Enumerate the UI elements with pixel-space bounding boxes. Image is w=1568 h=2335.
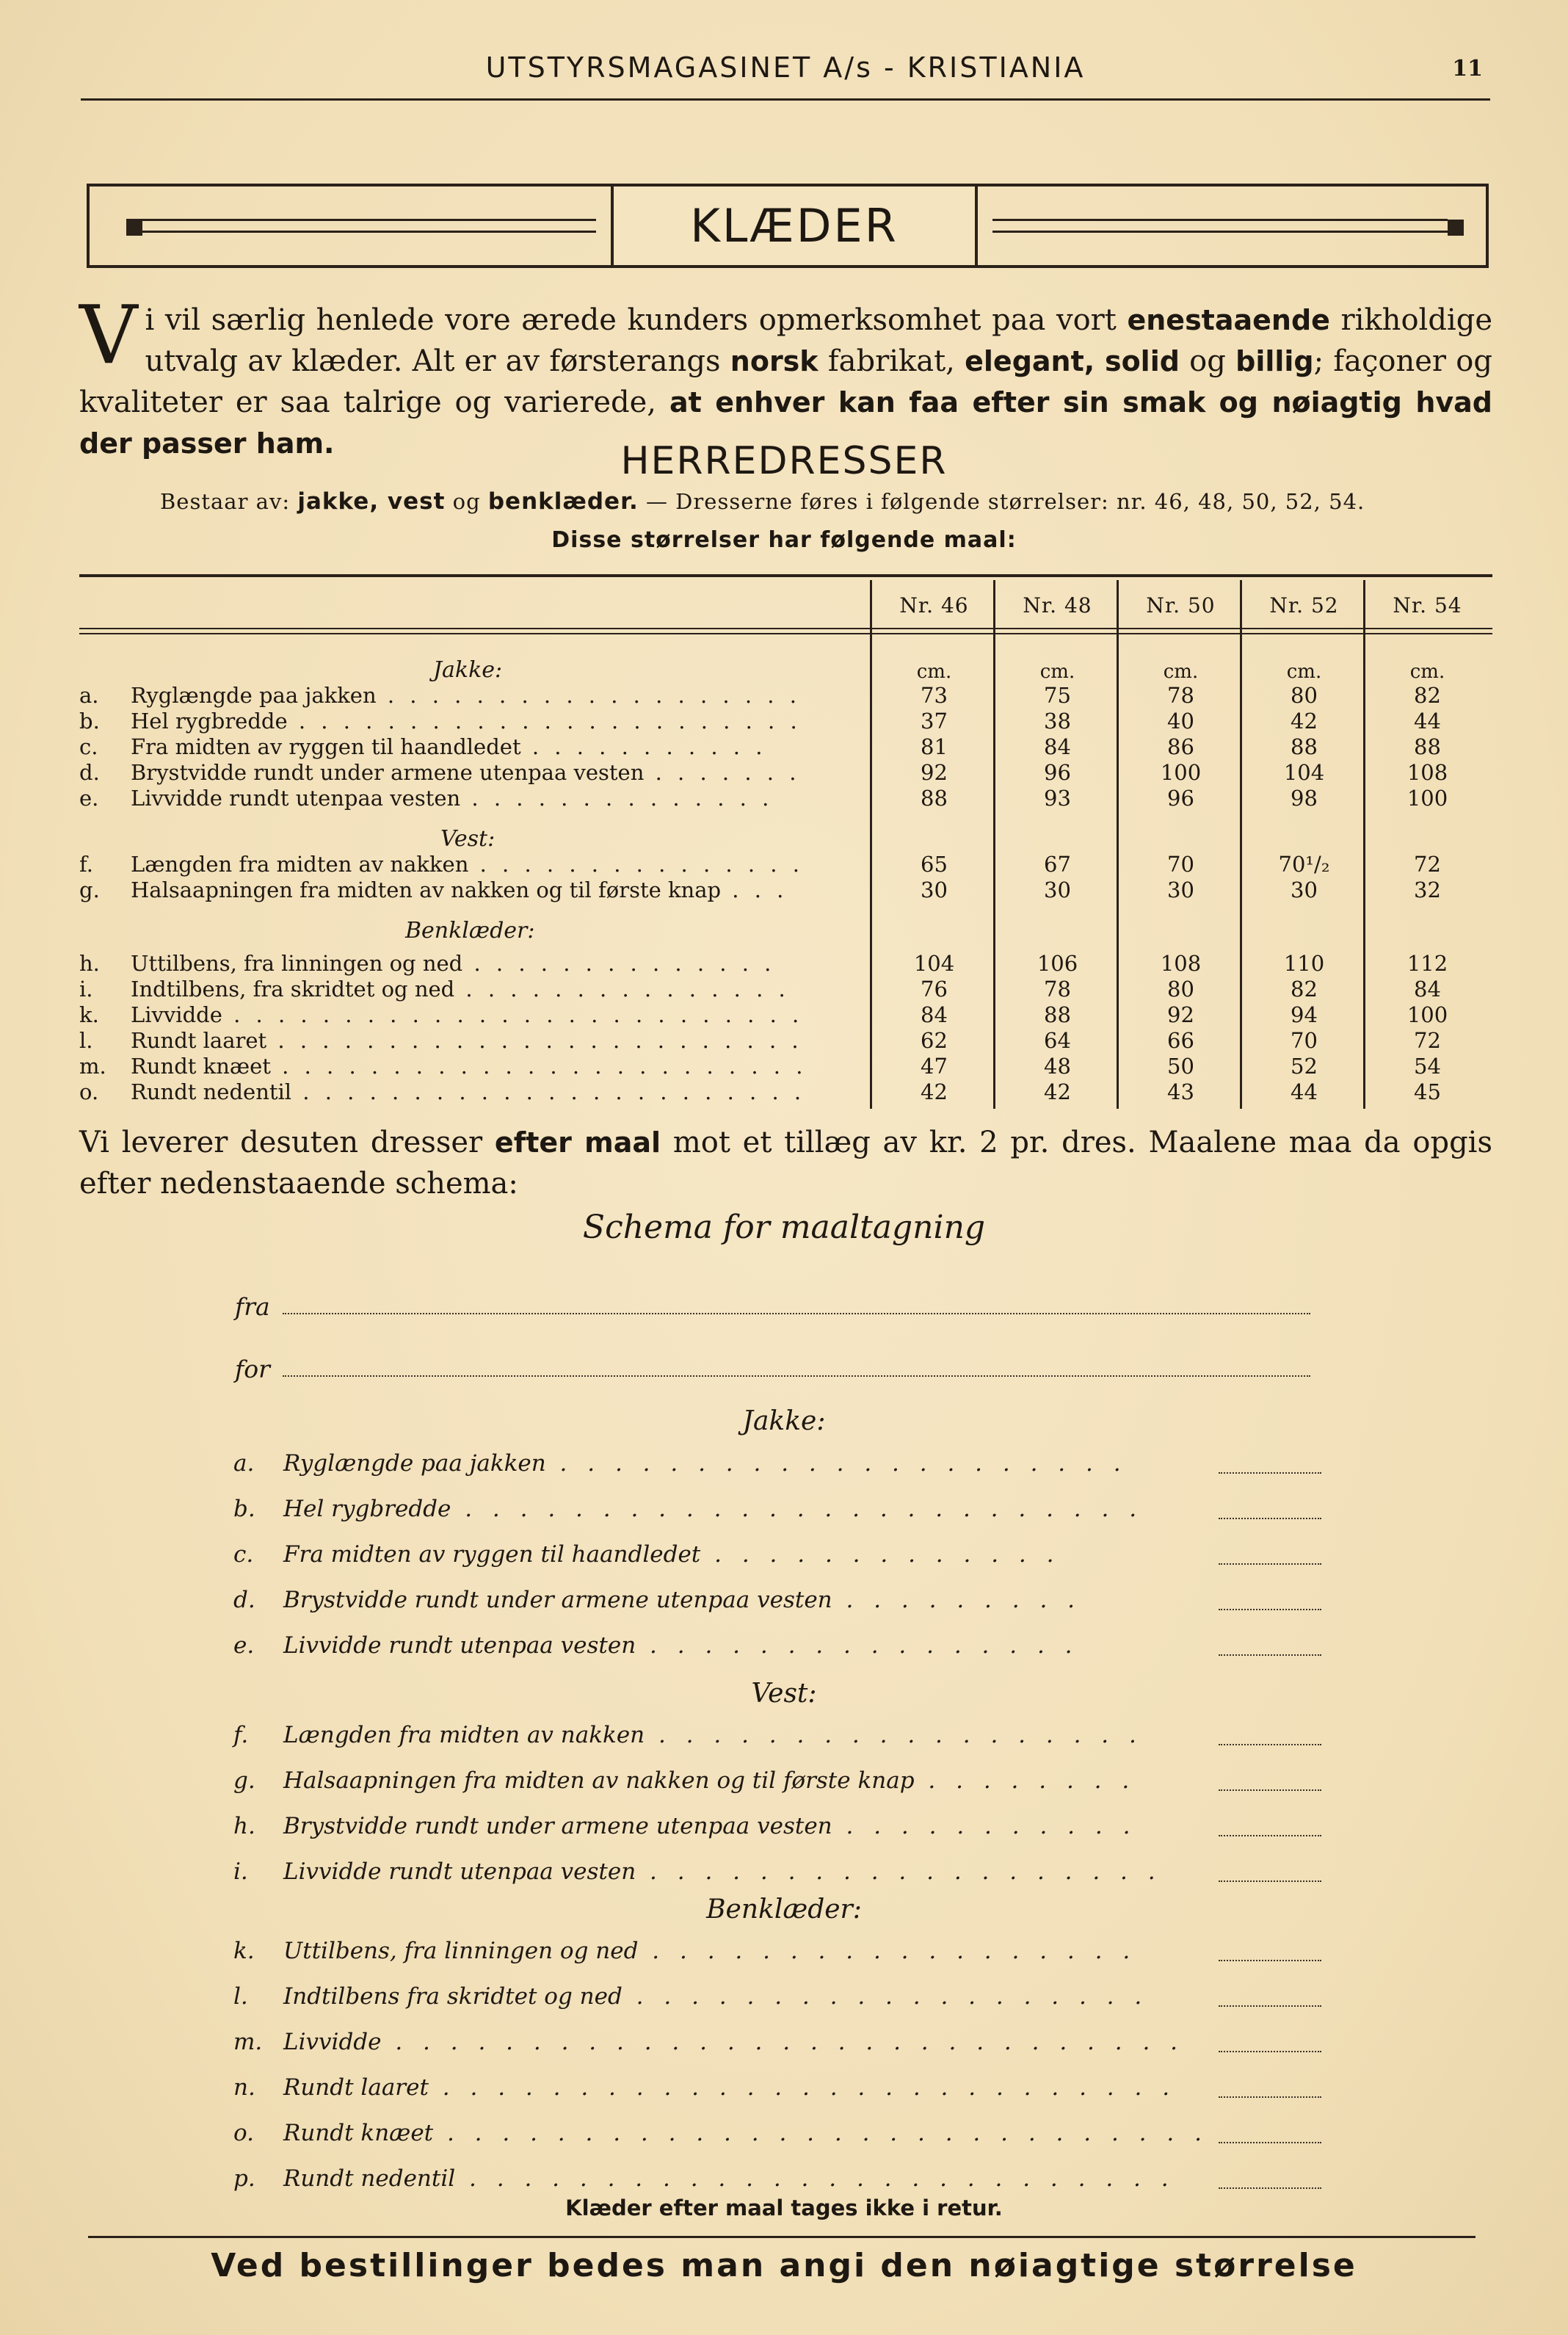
form-row-label xyxy=(233,2120,1208,2146)
measurement-entry-field[interactable] xyxy=(1219,1563,1321,1565)
consists-emphasis: jakke, vest xyxy=(297,488,446,515)
measurement-entry-field[interactable] xyxy=(1219,1472,1321,1474)
row-letter: m. xyxy=(79,1054,106,1079)
table-row-label xyxy=(79,951,775,976)
form-row-letter: m. xyxy=(233,2029,263,2055)
table-cell: 73 xyxy=(921,683,948,708)
table-cell: 76 xyxy=(921,977,948,1002)
table-cell: 96 xyxy=(1044,760,1071,785)
table-cell: 62 xyxy=(921,1028,948,1053)
form-row-letter: f. xyxy=(233,1722,249,1748)
form-subhead-benklaeder: Benklæder: xyxy=(706,1894,862,1925)
measurement-entry-field[interactable] xyxy=(1219,2051,1321,2052)
row-text: Halsaapningen fra midten av nakken og til første knap xyxy=(131,877,722,902)
unit-label: cm. xyxy=(1039,661,1075,683)
table-cell: 88 xyxy=(921,786,948,811)
for-field[interactable] xyxy=(283,1375,1310,1377)
table-cell: 70 xyxy=(1167,852,1194,877)
form-row-letter: k. xyxy=(233,1938,255,1964)
table-cell: 88 xyxy=(1291,734,1318,759)
form-subhead-jakke: Jakke: xyxy=(742,1406,826,1436)
table-row-label xyxy=(79,709,802,734)
section-banner xyxy=(87,184,1489,268)
table-header-rule xyxy=(79,628,1492,629)
form-row-text: Længden fra midten av nakken xyxy=(283,1722,645,1748)
form-row-label xyxy=(233,1858,1162,1885)
row-text: Rundt nedentil xyxy=(131,1079,292,1104)
row-leader-dots: . . . . . . . . . . . . . . . . . . . . . . . . xyxy=(270,1054,807,1079)
banner-rule-right-lower xyxy=(992,231,1448,233)
form-row-label xyxy=(233,2165,1175,2192)
row-letter: f. xyxy=(79,852,93,877)
banner-rule-left-lower xyxy=(126,231,596,233)
row-leader-dots: . . . . . . . . . . . xyxy=(520,734,767,759)
column-divider xyxy=(870,580,872,1109)
row-leader-dots: . . . . . . . xyxy=(644,760,801,785)
table-cell: 70 xyxy=(1291,1028,1318,1053)
unit-label: cm. xyxy=(1409,661,1445,683)
form-row-label xyxy=(233,1767,1136,1794)
consists-emphasis: benklæder. xyxy=(487,488,639,515)
form-row-letter: b. xyxy=(233,1496,255,1522)
table-cell: 112 xyxy=(1407,951,1448,976)
banner-square-right xyxy=(1448,220,1464,236)
table-cell: 65 xyxy=(921,852,948,877)
table-cell: 42 xyxy=(1044,1079,1071,1104)
table-row-label xyxy=(79,760,800,785)
form-row-label xyxy=(233,1541,1060,1568)
table-cell: 32 xyxy=(1414,877,1441,902)
intro-emphasis: norsk xyxy=(730,345,819,377)
form-row-text: Livvidde rundt utenpaa vesten xyxy=(283,1632,636,1659)
table-cell: 45 xyxy=(1414,1079,1441,1104)
form-row-letter: d. xyxy=(233,1587,255,1613)
row-text: Livvidde rundt utenpaa vesten xyxy=(131,786,461,811)
form-row-text: Rundt knæet xyxy=(283,2120,434,2146)
table-cell: 43 xyxy=(1167,1079,1194,1104)
table-cell: 104 xyxy=(1283,760,1325,785)
table-cell: 30 xyxy=(1167,877,1194,902)
row-text: Fra midten av ryggen til haandledet xyxy=(131,734,521,759)
form-row-letter: a. xyxy=(233,1450,255,1477)
form-row-leader-dots: . . . . . . . . . xyxy=(832,1587,1082,1613)
table-cell: 75 xyxy=(1044,683,1071,708)
row-letter: o. xyxy=(79,1079,99,1104)
measurement-entry-field[interactable] xyxy=(1219,1609,1321,1610)
form-row-letter: i. xyxy=(233,1858,248,1885)
table-cell: 44 xyxy=(1414,709,1441,734)
form-subhead-vest: Vest: xyxy=(751,1679,817,1709)
form-row-leader-dots: . . . . . . . . . . . . . xyxy=(700,1541,1061,1568)
table-cell: 66 xyxy=(1167,1028,1194,1053)
form-row-label xyxy=(233,1938,1136,1964)
form-row-label xyxy=(233,1496,1143,1522)
intro-emphasis: elegant, solid xyxy=(965,345,1180,377)
table-cell: 82 xyxy=(1291,977,1318,1002)
table-cell: 100 xyxy=(1407,786,1448,811)
table-cell: 110 xyxy=(1283,951,1325,976)
measurement-entry-field[interactable] xyxy=(1219,2142,1321,2143)
table-header-rule xyxy=(79,633,1492,634)
form-row-leader-dots: . . . . . . . . . . . . . . . . . . . . . . . . . . xyxy=(455,2165,1175,2192)
row-text: Livvidde xyxy=(131,1002,222,1027)
table-row-label xyxy=(79,1054,807,1079)
footer-rule xyxy=(88,2236,1476,2238)
row-leader-dots: . . . xyxy=(721,877,788,902)
measurement-entry-field[interactable] xyxy=(1219,1744,1321,1745)
row-letter: b. xyxy=(79,709,100,734)
measurement-entry-field[interactable] xyxy=(1219,1654,1321,1656)
header-rule xyxy=(81,98,1490,101)
table-cell: 84 xyxy=(921,1002,948,1027)
deliver-text: mot et tillæg av kr. 2 pr. dres. Maalene maa da opgis efter nedenstaaende schema: xyxy=(79,1126,1492,1201)
table-row-label xyxy=(79,734,766,759)
intro-text: og xyxy=(1179,344,1236,378)
form-row-text: Brystvidde rundt under armene utenpaa vesten xyxy=(283,1587,832,1613)
table-cell: 48 xyxy=(1044,1054,1071,1079)
form-row-leader-dots: . . . . . . . . . . . . . . . . . . . . . . . . . . . . xyxy=(433,2120,1208,2146)
table-cell: 81 xyxy=(921,734,948,759)
measurement-entry-field[interactable] xyxy=(1219,1960,1321,1961)
table-cell: 42 xyxy=(921,1079,948,1104)
form-row-letter: l. xyxy=(233,1983,248,2010)
fra-field[interactable] xyxy=(283,1313,1310,1314)
table-row-label xyxy=(79,683,801,708)
table-cell: 78 xyxy=(1044,977,1071,1002)
form-row-leader-dots: . . . . . . . . . . . . . . . . . . . xyxy=(622,1983,1149,2010)
form-row-leader-dots: . . . . . . . . . . . . . . . . . . . . . . . . . xyxy=(451,1496,1144,1522)
table-cell: 38 xyxy=(1044,709,1071,734)
row-letter: i. xyxy=(79,977,93,1002)
form-row-text: Halsaapningen fra midten av nakken og til første knap xyxy=(283,1767,915,1794)
banner-square-left xyxy=(126,220,142,236)
measurement-entry-field[interactable] xyxy=(1219,2187,1321,2189)
form-row-letter: h. xyxy=(233,1813,255,1839)
subhead-vest: Vest: xyxy=(440,826,496,852)
table-cell: 30 xyxy=(921,877,948,902)
form-row-leader-dots: . . . . . . . . . . . . . . . . . . . . . xyxy=(545,1450,1128,1477)
table-cell: 78 xyxy=(1167,683,1194,708)
measurement-entry-field[interactable] xyxy=(1219,1789,1321,1791)
intro-text: rikholdige utvalg av klæder. Alt er av førsterangs xyxy=(145,303,1492,378)
form-row-label xyxy=(233,1587,1081,1613)
table-cell: 72 xyxy=(1414,1028,1441,1053)
table-cell: 80 xyxy=(1167,977,1194,1002)
unit-label: cm. xyxy=(1163,661,1199,683)
for-label: for xyxy=(235,1355,270,1383)
form-row-text: Ryglængde paa jakken xyxy=(283,1450,546,1477)
table-cell: 52 xyxy=(1291,1054,1318,1079)
table-cell: 40 xyxy=(1167,709,1194,734)
running-title: UTSTYRSMAGASINET A/s - KRISTIANIA xyxy=(485,51,1086,84)
row-text: Rundt knæet xyxy=(131,1054,271,1079)
form-row-letter: c. xyxy=(233,1541,254,1568)
consists-text: — Dresserne føres i følgende størrelser: nr. 46, 48, 50, 52, 54. xyxy=(638,489,1365,514)
unit-label: cm. xyxy=(916,661,952,683)
form-row-letter: g. xyxy=(233,1767,255,1794)
subhead-benklaeder: Benklæder: xyxy=(405,918,535,944)
sizes-heading: Disse størrelser har følgende maal: xyxy=(551,527,1017,553)
row-letter: k. xyxy=(79,1002,99,1027)
consists-of-line xyxy=(160,488,1365,515)
row-leader-dots: . . . . . . . . . . . . . . xyxy=(460,786,774,811)
table-cell: 54 xyxy=(1414,1054,1441,1079)
form-row-leader-dots: . . . . . . . . . . . xyxy=(832,1813,1137,1839)
table-cell: 64 xyxy=(1044,1028,1071,1053)
row-leader-dots: . . . . . . . . . . . . . . . xyxy=(468,852,804,877)
form-row-leader-dots: . . . . . . . . . . . . . . . . . . xyxy=(645,1722,1143,1748)
deliver-text: Vi leverer desuten dresser xyxy=(79,1126,495,1159)
form-row-leader-dots: . . . . . . . . xyxy=(914,1767,1136,1794)
table-cell: 67 xyxy=(1044,852,1071,877)
table-cell: 84 xyxy=(1044,734,1071,759)
form-row-label xyxy=(233,1813,1136,1839)
column-header: Nr. 48 xyxy=(1023,593,1092,618)
table-cell: 86 xyxy=(1167,734,1194,759)
column-header: Nr. 46 xyxy=(899,593,969,618)
form-row-leader-dots: . . . . . . . . . . . . . . . . . . . . . . . . . . . xyxy=(428,2074,1177,2101)
table-cell: 104 xyxy=(913,951,955,976)
row-letter: h. xyxy=(79,951,100,976)
table-cell: 80 xyxy=(1291,683,1318,708)
deliver-emphasis: efter maal xyxy=(494,1126,661,1159)
row-text: Brystvidde rundt under armene utenpaa vesten xyxy=(131,760,645,785)
table-row-label xyxy=(79,977,790,1002)
table-row-label xyxy=(79,1079,805,1104)
row-leader-dots: . . . . . . . . . . . . . . . . . . . . . . . xyxy=(287,709,802,734)
table-cell: 100 xyxy=(1160,760,1202,785)
made-to-measure-paragraph xyxy=(79,1122,1492,1204)
table-cell: 37 xyxy=(921,709,948,734)
table-cell: 82 xyxy=(1414,683,1441,708)
form-row-leader-dots: . . . . . . . . . . . . . . . . . . xyxy=(638,1938,1137,1964)
table-cell: 84 xyxy=(1414,977,1441,1002)
form-row-text: Livvidde rundt utenpaa vesten xyxy=(283,1858,636,1885)
row-leader-dots: . . . . . . . . . . . . . . . . . . . . . . . xyxy=(291,1079,806,1104)
row-letter: g. xyxy=(79,877,100,902)
table-cell: 50 xyxy=(1167,1054,1194,1079)
schema-title: Schema for maaltagning xyxy=(582,1209,986,1246)
footer-notice: Ved bestillinger bedes man angi den nøiagtige størrelse xyxy=(211,2247,1357,2284)
table-top-rule xyxy=(79,574,1492,577)
measurement-entry-field[interactable] xyxy=(1219,2005,1321,2007)
subhead-jakke: Jakke: xyxy=(433,657,503,683)
form-row-label xyxy=(233,2029,1184,2055)
table-cell: 72 xyxy=(1414,852,1441,877)
table-cell: 108 xyxy=(1160,951,1202,976)
banner-rule-left-upper xyxy=(126,219,596,221)
form-row-text: Indtilbens fra skridtet og ned xyxy=(283,1983,623,2010)
form-row-label xyxy=(233,1450,1128,1477)
row-letter: c. xyxy=(79,734,98,759)
form-row-label xyxy=(233,1722,1143,1748)
intro-text: ; façoner og kvaliteter er saa talrige og varierede, xyxy=(79,344,1492,419)
table-cell: 70¹/₂ xyxy=(1278,852,1330,877)
column-header: Nr. 52 xyxy=(1269,593,1339,618)
row-letter: a. xyxy=(79,683,99,708)
row-letter: d. xyxy=(79,760,100,785)
table-cell: 30 xyxy=(1291,877,1318,902)
table-cell: 108 xyxy=(1407,760,1448,785)
measurement-entry-field[interactable] xyxy=(1219,2096,1321,2098)
form-row-text: Livvidde xyxy=(283,2029,382,2055)
intro-text: i vil særlig henlede vore ærede kunders opmerksomhet paa vort xyxy=(145,303,1128,337)
table-cell: 44 xyxy=(1291,1079,1318,1104)
form-row-text: Rundt nedentil xyxy=(283,2165,456,2192)
table-cell: 30 xyxy=(1044,877,1071,902)
table-cell: 92 xyxy=(1167,1002,1194,1027)
intro-emphasis: at enhver kan faa efter sin smak og nøiagtig hvad der passer ham. xyxy=(79,386,1492,460)
table-cell: 94 xyxy=(1291,1002,1318,1027)
row-text: Ryglængde paa jakken xyxy=(131,683,377,708)
column-header: Nr. 50 xyxy=(1146,593,1216,618)
fra-label: fra xyxy=(235,1292,270,1321)
table-cell: 47 xyxy=(921,1054,948,1079)
page-number: 11 xyxy=(1452,56,1483,82)
table-row-label xyxy=(79,786,773,811)
form-row-letter: e. xyxy=(233,1632,255,1659)
row-text: Indtilbens, fra skridtet og ned xyxy=(131,977,455,1002)
table-cell: 106 xyxy=(1037,951,1078,976)
form-row-letter: p. xyxy=(233,2165,255,2192)
unit-label: cm. xyxy=(1286,661,1322,683)
form-row-label xyxy=(233,2074,1176,2101)
table-row-label xyxy=(79,877,788,902)
form-row-letter: o. xyxy=(233,2120,254,2146)
table-cell: 42 xyxy=(1291,709,1318,734)
row-letter: e. xyxy=(79,786,99,811)
column-header: Nr. 54 xyxy=(1393,593,1462,618)
form-row-text: Rundt laaret xyxy=(283,2074,429,2101)
row-text: Uttilbens, fra linningen og ned xyxy=(131,951,463,976)
measurement-entry-field[interactable] xyxy=(1219,1518,1321,1519)
table-row-label xyxy=(79,852,804,877)
consists-text: Bestaar av: xyxy=(160,489,298,514)
intro-emphasis: billig xyxy=(1235,345,1314,377)
row-leader-dots: . . . . . . . . . . . . . . . . . . . . . . . . xyxy=(266,1028,803,1053)
no-return-note: Klæder efter maal tages ikke i retur. xyxy=(565,2195,1003,2220)
intro-emphasis: enestaaende xyxy=(1127,304,1330,336)
table-cell: 96 xyxy=(1167,786,1194,811)
banner-title: KLÆDER xyxy=(611,184,978,268)
measurement-entry-field[interactable] xyxy=(1219,1835,1321,1836)
section-title: HERREDRESSER xyxy=(620,439,948,483)
row-text: Hel rygbredde xyxy=(131,709,288,734)
form-row-leader-dots: . . . . . . . . . . . . . . . . . . . xyxy=(636,1858,1162,1885)
intro-text: fabrikat, xyxy=(818,344,965,378)
form-row-leader-dots: . . . . . . . . . . . . . . . . . . . . . . . . . . . . . xyxy=(381,2029,1185,2055)
table-row-label xyxy=(79,1002,803,1027)
form-row-label xyxy=(233,1632,1079,1659)
row-leader-dots: . . . . . . . . . . . . . . . xyxy=(454,977,790,1002)
row-leader-dots: . . . . . . . . . . . . . . . . . . . xyxy=(376,683,801,708)
banner-rule-right-upper xyxy=(992,219,1448,221)
row-text: Rundt laaret xyxy=(131,1028,267,1053)
running-head xyxy=(81,51,1490,95)
table-cell: 93 xyxy=(1044,786,1071,811)
row-text: Længden fra midten av nakken xyxy=(131,852,469,877)
table-cell: 88 xyxy=(1044,1002,1071,1027)
row-leader-dots: . . . . . . . . . . . . . . xyxy=(462,951,776,976)
form-row-text: Brystvidde rundt under armene utenpaa vesten xyxy=(283,1813,832,1839)
consists-text: og xyxy=(445,489,488,514)
table-cell: 100 xyxy=(1407,1002,1448,1027)
table-cell: 98 xyxy=(1291,786,1318,811)
table-cell: 92 xyxy=(921,760,948,785)
form-row-label xyxy=(233,1983,1148,2010)
drop-cap: V xyxy=(79,288,138,382)
table-row-label xyxy=(79,1028,803,1053)
form-row-leader-dots: . . . . . . . . . . . . . . . . xyxy=(636,1632,1079,1659)
form-row-letter: n. xyxy=(233,2074,255,2101)
form-row-text: Uttilbens, fra linningen og ned xyxy=(283,1938,639,1964)
row-leader-dots: . . . . . . . . . . . . . . . . . . . . . . . . . . xyxy=(222,1002,804,1027)
form-row-text: Hel rygbredde xyxy=(283,1496,451,1522)
measurement-entry-field[interactable] xyxy=(1219,1880,1321,1882)
table-cell: 88 xyxy=(1414,734,1441,759)
form-row-text: Fra midten av ryggen til haandledet xyxy=(283,1541,701,1568)
row-letter: l. xyxy=(79,1028,93,1053)
